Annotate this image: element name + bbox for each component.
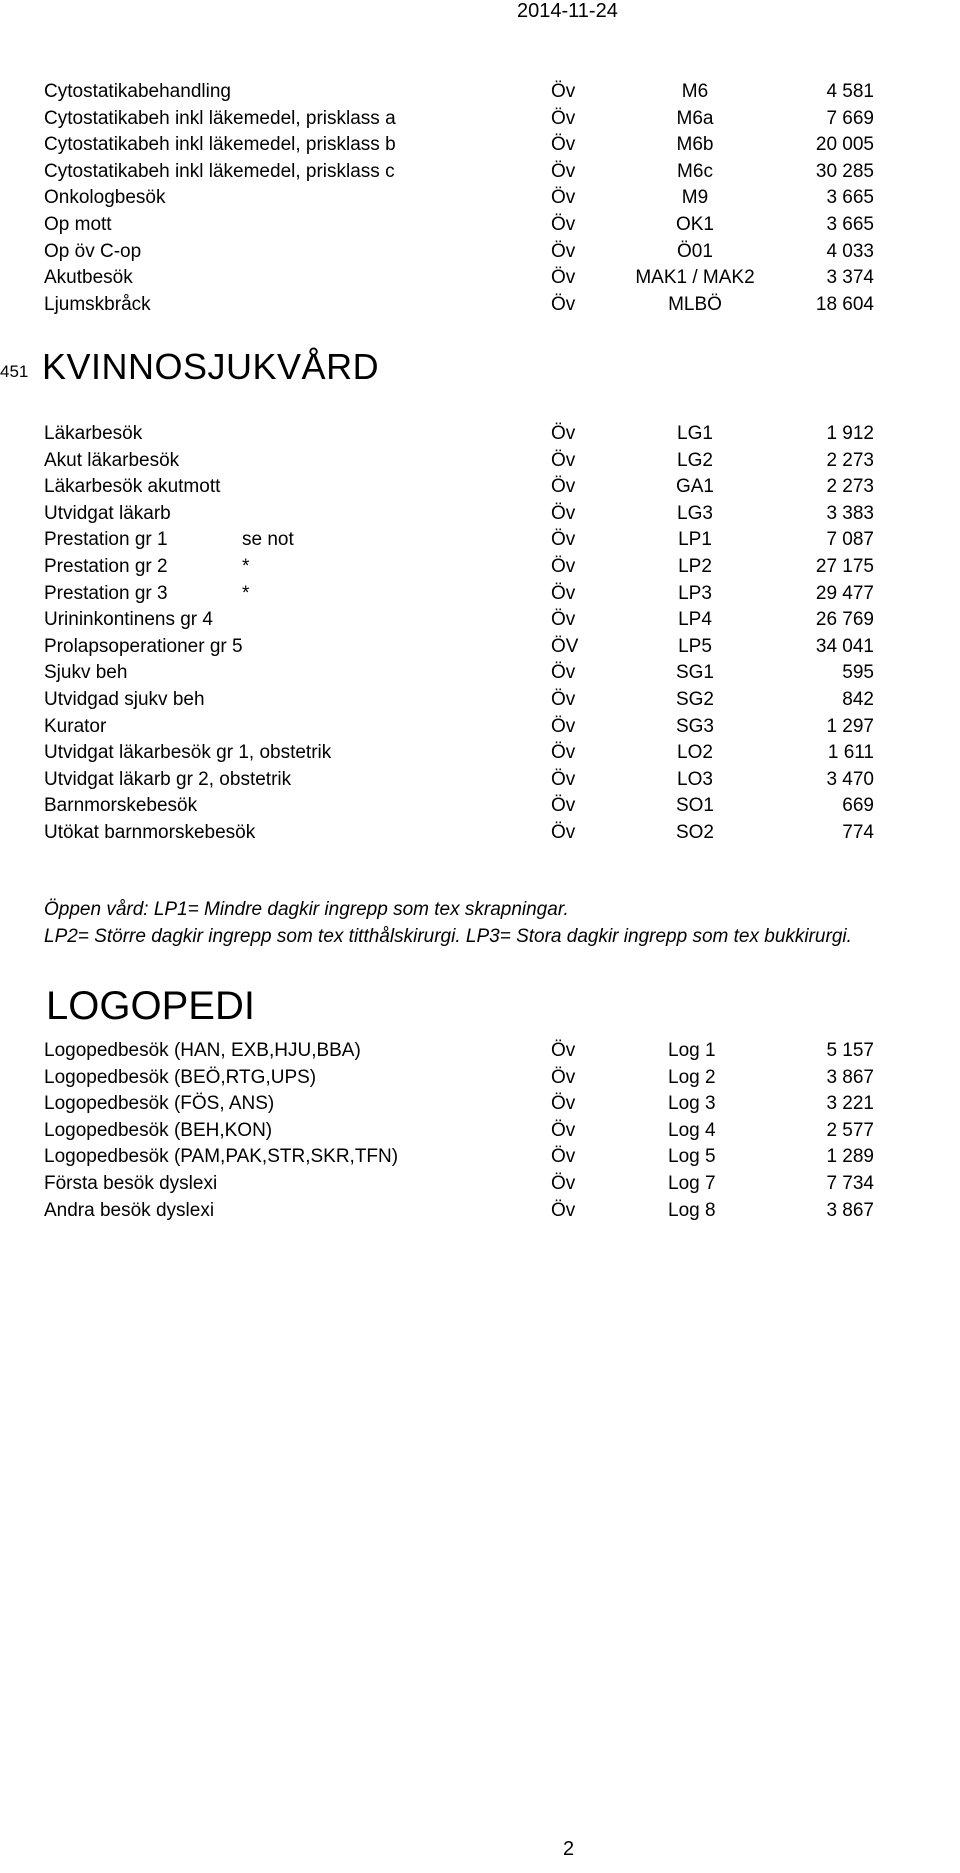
table-row <box>0 1171 960 1197</box>
service-code: LP3 <box>678 582 712 604</box>
service-code: MLBÖ <box>668 293 722 315</box>
table-row <box>0 607 960 633</box>
section-number: 451 <box>0 362 29 381</box>
table-row <box>0 581 960 607</box>
care-type: Öv <box>551 1040 576 1061</box>
service-price: 595 <box>842 662 874 684</box>
service-description: Läkarbesök <box>44 423 143 444</box>
service-description: Onkologbesök <box>44 187 166 209</box>
service-description: Barnmorskebesök <box>44 795 198 817</box>
service-code: Ö01 <box>677 240 713 262</box>
care-type: ÖV <box>551 635 579 657</box>
care-type: Öv <box>551 795 576 817</box>
table-row <box>0 714 960 740</box>
service-description: Logopedbesök (FÖS, ANS) <box>44 1093 275 1115</box>
care-type: Öv <box>551 529 576 551</box>
service-code: SO1 <box>675 795 715 817</box>
service-description: Akut läkarbesök <box>44 449 180 471</box>
service-price: 20 005 <box>815 134 874 156</box>
service-code: LO2 <box>677 742 713 764</box>
table-row <box>0 687 960 713</box>
table-row <box>0 132 960 158</box>
service-description: Logopedbesök (HAN, EXB,HJU,BBA) <box>44 1040 361 1061</box>
service-price: 34 041 <box>815 635 874 657</box>
table-row <box>0 501 960 527</box>
service-price: 1 289 <box>826 1146 874 1168</box>
service-code: SO2 <box>675 822 715 843</box>
care-type: Öv <box>551 502 576 524</box>
table-row <box>0 212 960 238</box>
service-description: Logopedbesök (PAM,PAK,STR,SKR,TFN) <box>44 1146 399 1168</box>
care-type: Öv <box>551 1199 576 1221</box>
table-row <box>0 265 960 291</box>
table-row <box>0 79 960 105</box>
care-type: Öv <box>551 609 576 631</box>
table-row <box>0 1038 960 1064</box>
service-price: 30 285 <box>815 160 874 182</box>
service-description: Urininkontinens gr 4 <box>44 609 213 631</box>
service-code: LP5 <box>678 635 712 657</box>
table-row <box>0 185 960 211</box>
service-description: Cytostatikabeh inkl läkemedel, prisklass c <box>44 160 395 182</box>
service-code: SG2 <box>675 689 715 710</box>
service-note: se not <box>242 529 294 551</box>
service-description: Utvidgat läkarb gr 2, obstetrik <box>44 768 292 790</box>
service-price: 1 297 <box>826 715 874 737</box>
care-type: Öv <box>551 267 576 289</box>
service-price: 2 273 <box>826 449 874 471</box>
service-price: 7 669 <box>826 107 874 129</box>
care-type: Öv <box>551 293 576 315</box>
service-price: 3 383 <box>826 502 874 524</box>
care-type: Öv <box>551 423 576 444</box>
service-description: Prestation gr 1 <box>44 529 168 551</box>
care-type: Öv <box>551 107 576 129</box>
service-description: Akutbesök <box>44 267 133 289</box>
section-title-kvinnosjukvard: KVINNOSJUKVÅRD <box>42 346 380 387</box>
service-code: Log 8 <box>668 1199 716 1221</box>
service-description: Ljumskbråck <box>44 293 151 315</box>
care-type: Öv <box>551 1066 576 1088</box>
service-price: 774 <box>842 822 874 843</box>
service-price: 27 175 <box>815 556 874 577</box>
service-code: OK1 <box>675 214 715 235</box>
service-description: Utökat barnmorskebesök <box>44 822 256 843</box>
table-row <box>0 1065 960 1091</box>
care-type: Öv <box>551 742 576 764</box>
service-code: M6c <box>677 160 713 182</box>
table-row <box>0 106 960 132</box>
service-description: Utvidgat läkarbesök gr 1, obstetrik <box>44 742 332 764</box>
service-description: Cytostatikabehandling <box>44 81 231 102</box>
table-row <box>0 634 960 660</box>
care-type: Öv <box>551 556 576 577</box>
table-row <box>0 820 960 846</box>
service-description: Utvidgat läkarb <box>44 502 171 524</box>
service-code: LP2 <box>678 556 712 577</box>
service-price: 29 477 <box>815 582 874 604</box>
service-description: Op öv C-op <box>44 240 142 262</box>
service-code: MAK1 / MAK2 <box>635 267 755 289</box>
service-price: 842 <box>842 689 874 710</box>
service-price: 3 867 <box>826 1199 874 1221</box>
care-type: Öv <box>551 822 576 843</box>
service-price: 2 273 <box>826 476 874 498</box>
footnote-line-2: LP2= Större dagkir ingrepp som tex titthålskirurgi. LP3= Stora dagkir ingrepp som tex bukkirurgi. <box>44 926 852 947</box>
service-price: 1 912 <box>826 423 874 444</box>
service-code: LO3 <box>677 768 713 790</box>
table-row <box>0 1091 960 1117</box>
table-row <box>0 474 960 500</box>
service-price: 4 581 <box>826 81 874 102</box>
table-row <box>0 448 960 474</box>
table-row <box>0 660 960 686</box>
service-price: 3 665 <box>826 214 874 235</box>
service-description: Logopedbesök (BEÖ,RTG,UPS) <box>44 1066 317 1088</box>
service-price: 3 221 <box>826 1093 874 1115</box>
page-number: 2 <box>563 1838 575 1860</box>
service-price: 669 <box>842 795 874 817</box>
table-row <box>0 292 960 318</box>
service-price: 3 470 <box>826 768 874 790</box>
service-code: Log 2 <box>668 1066 716 1088</box>
service-description: Andra besök dyslexi <box>44 1199 215 1221</box>
service-description: Logopedbesök (BEH,KON) <box>44 1119 273 1141</box>
care-type: Öv <box>551 187 576 209</box>
service-price: 3 867 <box>826 1066 874 1088</box>
care-type: Öv <box>551 582 576 604</box>
care-type: Öv <box>551 449 576 471</box>
table-row <box>0 159 960 185</box>
care-type: Öv <box>551 1173 576 1194</box>
service-description: Prestation gr 3 <box>44 582 168 604</box>
service-price: 7 734 <box>826 1173 874 1194</box>
service-description: Prolapsoperationer gr 5 <box>44 635 243 657</box>
table-row <box>0 1118 960 1144</box>
care-type: Öv <box>551 476 576 498</box>
service-code: Log 1 <box>668 1040 716 1061</box>
service-code: LG3 <box>677 502 713 524</box>
service-description: Op mott <box>44 214 112 235</box>
service-price: 3 374 <box>826 267 874 289</box>
service-code: SG3 <box>675 715 715 737</box>
service-description: Prestation gr 2 <box>44 556 168 577</box>
service-description: Kurator <box>44 715 107 737</box>
service-price: 2 577 <box>826 1119 874 1141</box>
service-price: 1 611 <box>827 742 874 764</box>
service-note: * <box>242 582 250 604</box>
section-title-logopedi: LOGOPEDI <box>46 984 255 1028</box>
footnote-line-1: Öppen vård: LP1= Mindre dagkir ingrepp som tex skrapningar. <box>44 899 569 920</box>
table-row <box>0 527 960 553</box>
service-description: Cytostatikabeh inkl läkemedel, prisklass b <box>44 134 396 156</box>
table-row <box>0 239 960 265</box>
service-price: 5 157 <box>826 1040 874 1061</box>
service-description: Första besök dyslexi <box>44 1173 218 1194</box>
service-code: Log 3 <box>668 1093 716 1115</box>
care-type: Öv <box>551 240 576 262</box>
care-type: Öv <box>551 214 576 235</box>
service-code: M9 <box>681 187 709 209</box>
service-code: LG1 <box>677 423 713 444</box>
table-row <box>0 1198 960 1224</box>
table-row <box>0 767 960 793</box>
service-price: 4 033 <box>826 240 874 262</box>
service-code: LG2 <box>677 449 713 471</box>
service-price: 7 087 <box>826 529 874 551</box>
table-row <box>0 421 960 447</box>
service-code: Log 5 <box>668 1146 716 1168</box>
care-type: Öv <box>551 81 576 102</box>
care-type: Öv <box>551 768 576 790</box>
service-code: Log 7 <box>668 1173 716 1194</box>
service-description: Utvidgad sjukv beh <box>44 689 205 710</box>
service-code: SG1 <box>675 662 715 684</box>
care-type: Öv <box>551 134 576 156</box>
service-code: M6a <box>676 107 714 129</box>
service-note: * <box>242 556 250 577</box>
service-description: Läkarbesök akutmott <box>44 476 221 498</box>
table-row <box>0 793 960 819</box>
service-code: LP4 <box>678 609 712 631</box>
care-type: Öv <box>551 160 576 182</box>
care-type: Öv <box>551 715 576 737</box>
service-code: GA1 <box>675 476 715 498</box>
service-price: 26 769 <box>815 609 874 631</box>
service-code: M6 <box>681 81 709 102</box>
service-description: Cytostatikabeh inkl läkemedel, prisklass a <box>44 107 396 129</box>
service-code: Log 4 <box>668 1119 716 1141</box>
header-date: 2014-11-24 <box>517 0 618 22</box>
table-row <box>0 1144 960 1170</box>
care-type: Öv <box>551 1146 576 1168</box>
table-row <box>0 554 960 580</box>
service-price: 18 604 <box>815 293 874 315</box>
table-row <box>0 740 960 766</box>
care-type: Öv <box>551 1093 576 1115</box>
care-type: Öv <box>551 689 576 710</box>
service-price: 3 665 <box>826 187 874 209</box>
care-type: Öv <box>551 1119 576 1141</box>
service-code: LP1 <box>678 529 712 551</box>
care-type: Öv <box>551 662 576 684</box>
service-description: Sjukv beh <box>44 662 128 684</box>
service-code: M6b <box>676 134 714 156</box>
